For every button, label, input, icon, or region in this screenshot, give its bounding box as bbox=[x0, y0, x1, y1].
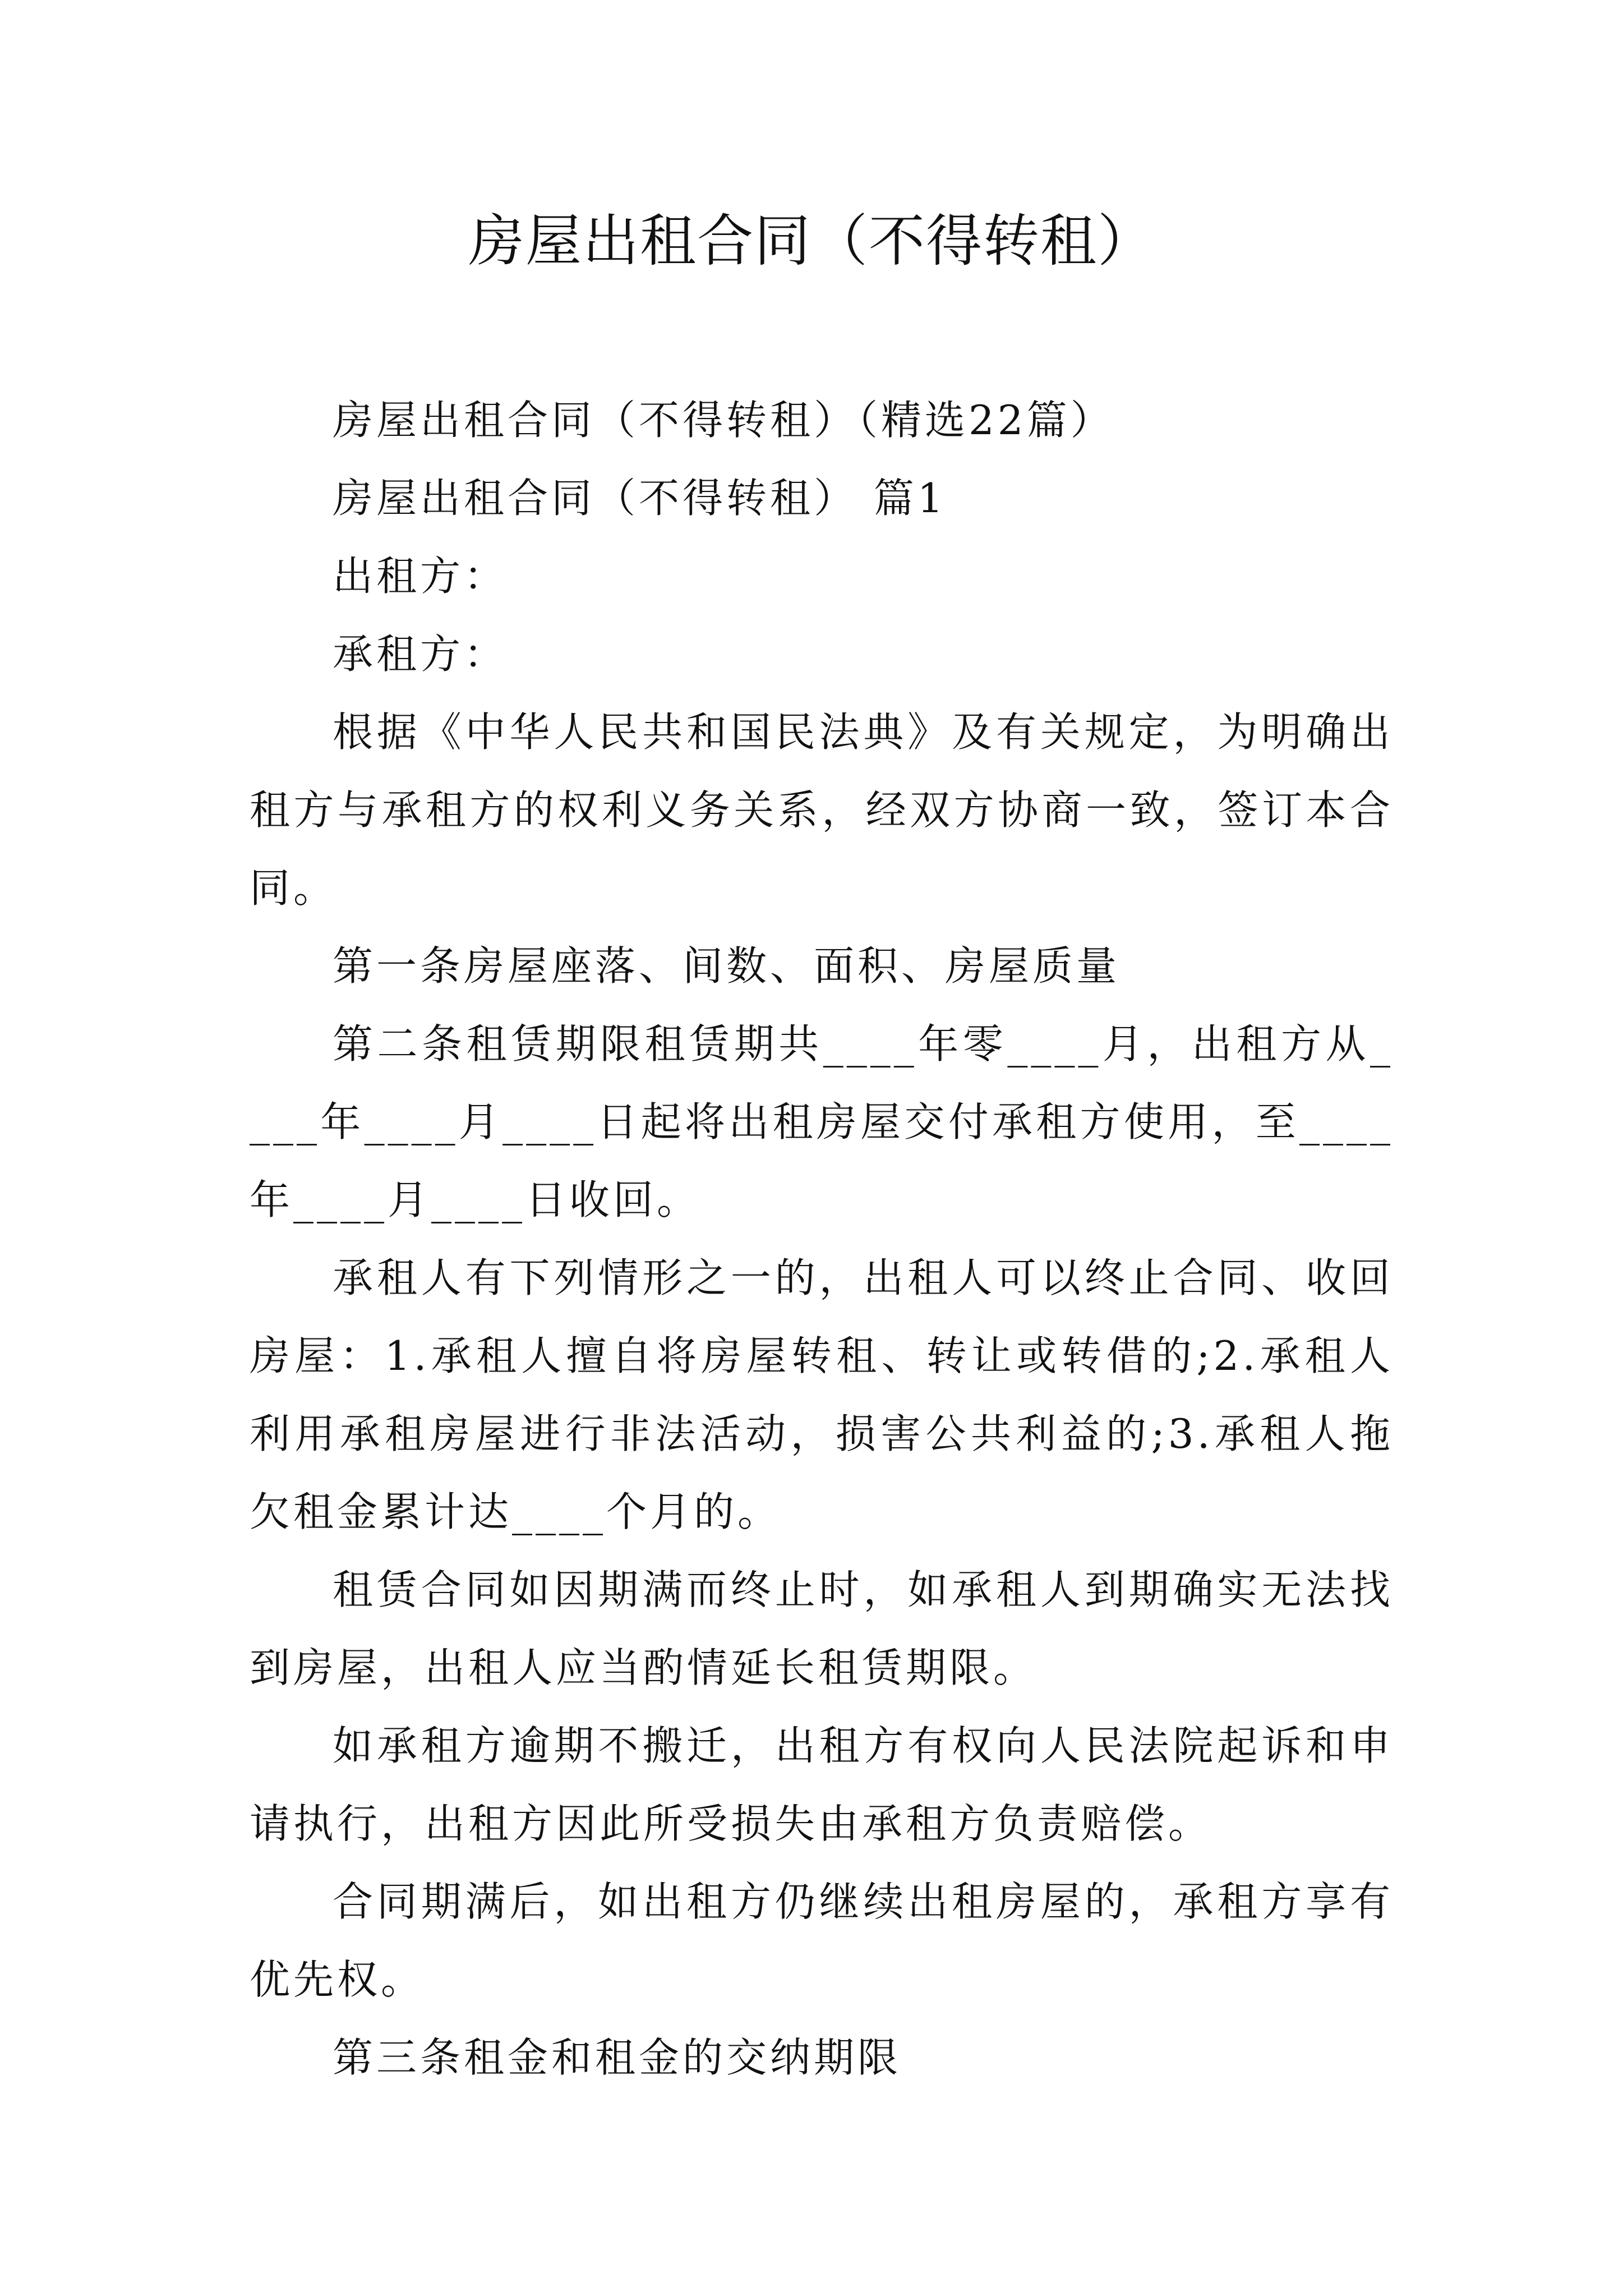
paragraph-lessee: 承租方： bbox=[333, 631, 508, 678]
paragraph-article-3: 第三条租金和租金的交纳期限 bbox=[333, 2034, 902, 2081]
paragraph-termination: 承租人有下列情形之一的，出租人可以终止合同、收回房屋：1.承租人擅自将房屋转租、转让或转借的;2.承租人利用承租房屋进行非法活动，损害公共利益的;3.承租人拖欠租金累计达____个月的。 bbox=[250, 1254, 1394, 1535]
paragraph-extension: 租赁合同如因期满而终止时，如承租人到期确实无法找到房屋，出租人应当酌情延长租赁期限。 bbox=[250, 1566, 1394, 1691]
paragraph-article-2: 第二条租赁期限租赁期共____年零____月，出租方从____年____月____日起将出租房屋交付承租方使用，至____年____月____日收回。 bbox=[250, 1020, 1394, 1223]
document-body bbox=[250, 381, 1394, 2097]
paragraph-section-heading: 房屋出租合同（不得转租） 篇1 bbox=[333, 475, 947, 522]
paragraph-lessor: 出租方： bbox=[333, 553, 508, 600]
paragraph-article-1: 第一条房屋座落、间数、面积、房屋质量 bbox=[333, 942, 1121, 990]
document-title: 房屋出租合同（不得转租） bbox=[468, 208, 1155, 274]
paragraph-collection-heading: 房屋出租合同（不得转租）（精选22篇） bbox=[333, 397, 1114, 444]
paragraph-overdue: 如承租方逾期不搬迁，出租方有权向人民法院起诉和申请执行，出租方因此所受损失由承租方负责赔偿。 bbox=[250, 1722, 1394, 1847]
paragraph-preamble: 根据《中华人民共和国民法典》及有关规定，为明确出租方与承租方的权利义务关系，经双方协商一致，签订本合同。 bbox=[250, 708, 1394, 912]
paragraph-priority: 合同期满后，如出租方仍继续出租房屋的，承租方享有优先权。 bbox=[250, 1878, 1394, 2003]
